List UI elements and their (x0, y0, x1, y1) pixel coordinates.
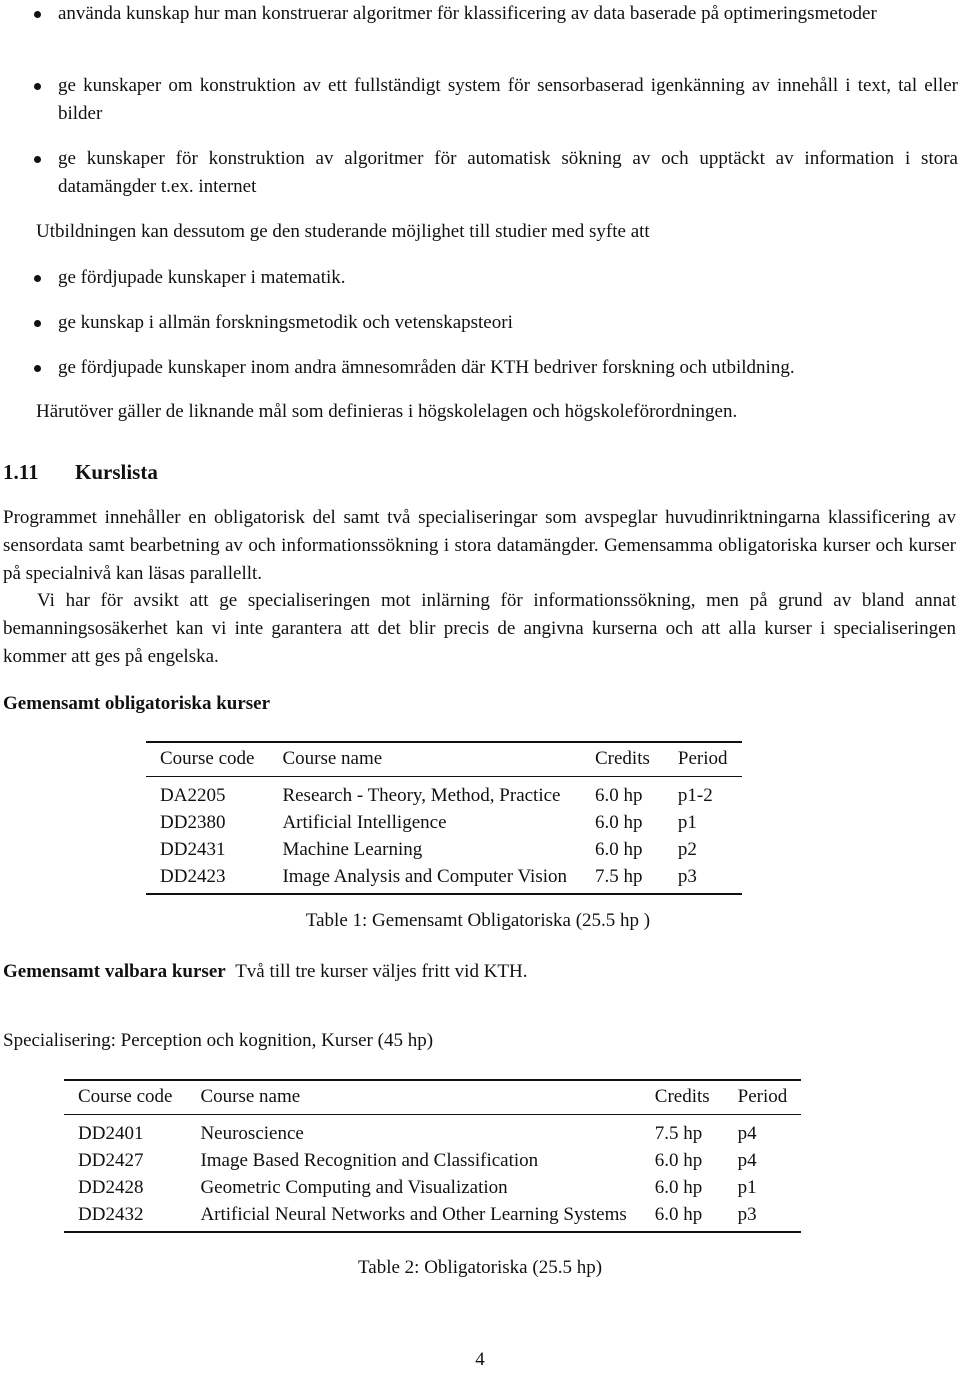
table-cell: Geometric Computing and Visualization (200, 1177, 508, 1198)
table-cell: p1 (677, 812, 697, 833)
table-cell: p4 (737, 1150, 757, 1171)
table-row (64, 1147, 801, 1174)
elective-line (3, 958, 528, 986)
elective-label: Gemensamt valbara kurser (3, 961, 226, 982)
table-cell: p1 (737, 1177, 757, 1198)
list-item (34, 72, 958, 128)
list-item-text: använda kunskap hur man konstruerar algoritmer för klassificering av data baserade på optimeringsmetoder (58, 3, 877, 24)
list-item-text: ge kunskaper om konstruktion av ett fullständigt system för sensorbaserad igenkänning av innehåll i text, tal eller bilder (58, 75, 958, 124)
column-header: Period (677, 748, 728, 769)
table-cell: 6.0 hp (595, 812, 643, 833)
list-item-text: ge kunskaper för konstruktion av algoritmer för automatisk sökning av och upptäckt av information i stora datamängder t.ex. internet (58, 148, 958, 197)
specialisation-heading: Specialisering: Perception och kognition, Kurser (45 hp) (3, 1030, 434, 1051)
column-header: Credits (654, 1086, 710, 1107)
bullet-icon (34, 11, 41, 18)
bullet-icon (34, 83, 41, 90)
bullet-icon (34, 275, 41, 282)
list-item (34, 0, 958, 56)
intent-paragraph: Vi har för avsikt att ge specialiseringen mot inlärning för informationssökning, men på grund av bland annat bemanningsosäkerhet kan vi inte garantera att det blir precis de angivna kurserna och att alla kurser i specialiseringen kommer att ges på engelska. (3, 590, 956, 667)
list-item (34, 145, 958, 201)
table-cell: DD2427 (78, 1150, 144, 1171)
table-cell: DD2380 (160, 812, 226, 833)
list-item (34, 309, 958, 337)
table-cell: 6.0 hp (654, 1150, 703, 1171)
table-cell: p2 (677, 839, 697, 860)
table-cell: DD2401 (78, 1123, 144, 1144)
table-cell: 6.0 hp (654, 1177, 703, 1198)
program-paragraph: Programmet innehåller en obligatorisk del samt två specialiseringar som avspeglar huvudinriktningarna klassificering av sensordata samt bearbetning av och informationssökning i stora datamängder. Gemensamma obligatoriska kurser och kurser på specialnivå kan läsas parallellt. (3, 507, 956, 584)
table-cell: Image Analysis and Computer Vision (282, 866, 567, 887)
table-row (146, 863, 742, 894)
table-cell: Research - Theory, Method, Practice (282, 785, 561, 806)
table-cell: DD2428 (78, 1177, 144, 1198)
table-2-caption (0, 1254, 960, 1282)
column-header: Course name (200, 1086, 301, 1107)
table-cell: p3 (737, 1204, 757, 1225)
extra-paragraph: Härutöver gäller de liknande mål som definieras i högskolelagen och högskoleförordningen. (36, 401, 738, 422)
table-cell: Artificial Neural Networks and Other Learning Systems (200, 1204, 627, 1225)
bullet-icon (34, 365, 41, 372)
caption-text: Table 1: Gemensamt Obligatoriska (25.5 hp ) (305, 910, 651, 931)
table-header-row (64, 1080, 801, 1115)
table-cell: Artificial Intelligence (282, 812, 447, 833)
table-cell: DD2423 (160, 866, 226, 887)
column-header: Course code (78, 1086, 173, 1107)
section-number: 1.11 (3, 460, 39, 484)
course-table-2 (64, 1079, 801, 1233)
mandatory-heading: Gemensamt obligatoriska kurser (3, 693, 271, 714)
table-cell: 7.5 hp (595, 866, 643, 887)
table-cell: p1-2 (677, 785, 713, 806)
course-table-1 (146, 741, 742, 895)
table-row (146, 836, 742, 863)
table-cell: DD2431 (160, 839, 226, 860)
table-row (64, 1201, 801, 1232)
table-cell: DA2205 (160, 785, 226, 806)
column-header: Period (737, 1086, 788, 1107)
table-cell: DD2432 (78, 1204, 144, 1225)
column-header: Course name (282, 748, 383, 769)
table-cell: 6.0 hp (654, 1204, 703, 1225)
caption-text: Table 2: Obligatoriska (25.5 hp) (357, 1257, 603, 1278)
table-header-row (146, 742, 742, 777)
table-cell: Image Based Recognition and Classification (200, 1150, 539, 1171)
table-1-caption (0, 907, 960, 935)
bullet-icon (34, 320, 41, 327)
table-cell: 6.0 hp (595, 839, 643, 860)
list-item-text: ge kunskap i allmän forskningsmetodik och vetenskapsteori (58, 312, 513, 333)
list-item-text: ge fördjupade kunskaper inom andra ämnesområden där KTH bedriver forskning och utbildning. (58, 357, 795, 378)
table-row (64, 1174, 801, 1201)
intro-paragraph: Utbildningen kan dessutom ge den studerande möjlighet till studier med syfte att (36, 221, 650, 242)
list-item (34, 264, 958, 292)
column-header: Credits (595, 748, 650, 769)
column-header: Course code (160, 748, 255, 769)
section-title: Kurslista (75, 460, 158, 484)
table-cell: p4 (737, 1123, 757, 1144)
list-item-text: ge fördjupade kunskaper i matematik. (58, 267, 346, 288)
elective-text: Två till tre kurser väljes fritt vid KTH. (235, 961, 528, 982)
bullet-icon (34, 156, 41, 163)
table-cell: 6.0 hp (595, 785, 643, 806)
page-number: 4 (475, 1349, 485, 1370)
list-item (34, 354, 958, 382)
section-heading (3, 458, 158, 486)
table-row (64, 1115, 801, 1148)
table-cell: 7.5 hp (654, 1123, 703, 1144)
table-cell: Neuroscience (200, 1123, 304, 1144)
table-cell: p3 (677, 866, 697, 887)
table-row (146, 809, 742, 836)
table-cell: Machine Learning (282, 839, 423, 860)
table-row (146, 777, 742, 810)
